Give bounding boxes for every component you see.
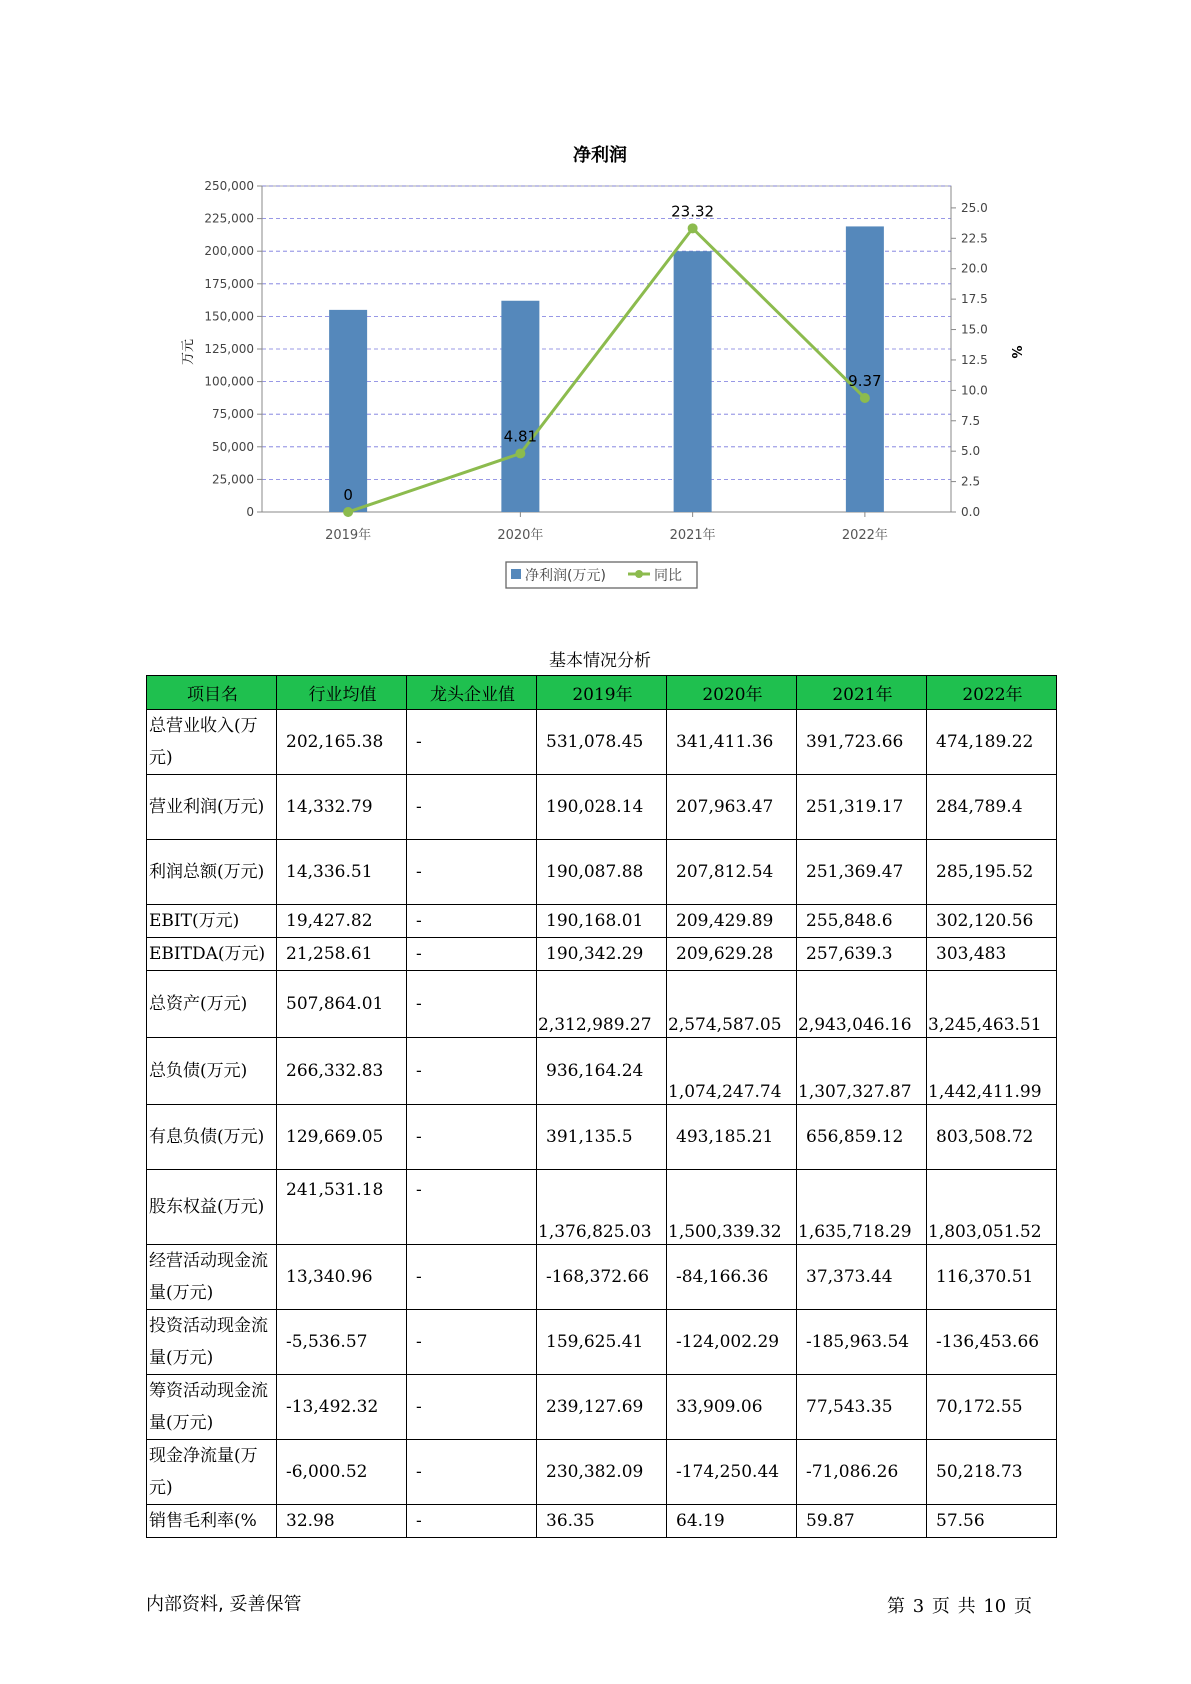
net-profit-chart	[0, 0, 1191, 620]
row-name: 现金净流量(万元)	[147, 1440, 277, 1505]
x-tick-label: 2020年	[497, 528, 544, 543]
x-tick-label: 2022年	[841, 528, 888, 543]
cell-industry-avg: -6,000.52	[277, 1440, 407, 1505]
cell-2019: 190,342.29	[537, 938, 667, 971]
cell-2022: 285,195.52	[927, 840, 1057, 905]
row-name: 筹资活动现金流量(万元)	[147, 1375, 277, 1440]
table-row	[147, 1038, 1057, 1105]
cell-2020: 209,629.28	[667, 938, 797, 971]
header-2022: 2022年	[927, 676, 1057, 710]
cell-2021: 59.87	[797, 1505, 927, 1538]
cell-2022: 284,789.4	[927, 775, 1057, 840]
row-name: EBITDA(万元)	[147, 938, 277, 971]
cell-2020: 1,074,247.74	[667, 1038, 797, 1105]
line-yoy	[348, 228, 865, 512]
table-row	[147, 1505, 1057, 1538]
data-label-yoy: 23.32	[671, 202, 715, 221]
cell-leader-value: -	[407, 1505, 537, 1538]
y-left-tick-label: 250,000	[204, 179, 254, 193]
cell-2021: 1,307,327.87	[797, 1038, 927, 1105]
cell-2020: 341,411.36	[667, 710, 797, 775]
y-right-tick-label: 5.0	[961, 444, 981, 459]
bar-net-profit	[846, 226, 884, 512]
cell-leader-value: -	[407, 775, 537, 840]
cell-2021: 1,635,718.29	[797, 1170, 927, 1245]
y-left-tick-label: 200,000	[204, 244, 254, 259]
y-left-tick-label: 175,000	[204, 276, 254, 291]
cell-2020: -84,166.36	[667, 1245, 797, 1310]
cell-2021: 77,543.35	[797, 1375, 927, 1440]
cell-industry-avg: 19,427.82	[277, 905, 407, 938]
cell-2019: 239,127.69	[537, 1375, 667, 1440]
legend-line-marker	[635, 570, 643, 578]
header-leader-value: 龙头企业值	[407, 676, 537, 710]
cell-2019: 2,312,989.27	[537, 971, 667, 1038]
cell-industry-avg: -5,536.57	[277, 1310, 407, 1375]
header-2019: 2019年	[537, 676, 667, 710]
row-name: 总资产(万元)	[147, 971, 277, 1038]
y-left-tick-label: 50,000	[212, 439, 254, 454]
table-header-row	[147, 676, 1057, 710]
cell-leader-value: -	[407, 938, 537, 971]
y-left-tick-label: 225,000	[204, 211, 254, 226]
row-name: 利润总额(万元)	[147, 840, 277, 905]
data-label-yoy: 9.37	[848, 372, 882, 391]
header-2021: 2021年	[797, 676, 927, 710]
cell-2020: 493,185.21	[667, 1105, 797, 1170]
bar-net-profit	[674, 251, 712, 512]
cell-2021: 255,848.6	[797, 905, 927, 938]
footer-page-number: 第 3 页 共 10 页	[887, 1596, 1032, 1617]
cell-2022: 57.56	[927, 1505, 1057, 1538]
y-right-tick-label: 7.5	[961, 413, 981, 428]
cell-2019: 391,135.5	[537, 1105, 667, 1170]
cell-2021: 257,639.3	[797, 938, 927, 971]
cell-2021: 391,723.66	[797, 710, 927, 775]
cell-leader-value: -	[407, 840, 537, 905]
cell-leader-value: -	[407, 1105, 537, 1170]
cell-industry-avg: 14,332.79	[277, 775, 407, 840]
row-name: 股东权益(万元)	[147, 1170, 277, 1245]
cell-leader-value: -	[407, 905, 537, 938]
cell-2020: -124,002.29	[667, 1310, 797, 1375]
cell-industry-avg: 14,336.51	[277, 840, 407, 905]
cell-2021: 2,943,046.16	[797, 971, 927, 1038]
cell-2022: 302,120.56	[927, 905, 1057, 938]
cell-2019: 190,028.14	[537, 775, 667, 840]
y-axis-right-label: %	[1008, 345, 1023, 359]
y-left-tick-label: 125,000	[204, 342, 254, 356]
cell-2020: 33,909.06	[667, 1375, 797, 1440]
cell-industry-avg: 32.98	[277, 1505, 407, 1538]
cell-2019: 36.35	[537, 1505, 667, 1538]
cell-2020: -174,250.44	[667, 1440, 797, 1505]
table-row	[147, 775, 1057, 840]
table-row	[147, 1245, 1057, 1310]
y-axis-left-label: 万元	[181, 338, 196, 366]
table-row	[147, 971, 1057, 1038]
y-right-tick-label: 22.5	[961, 231, 988, 246]
cell-2019: 230,382.09	[537, 1440, 667, 1505]
cell-2021: 251,319.17	[797, 775, 927, 840]
cell-2019: 1,376,825.03	[537, 1170, 667, 1245]
y-right-tick-label: 2.5	[961, 474, 981, 489]
cell-2022: 803,508.72	[927, 1105, 1057, 1170]
cell-2020: 64.19	[667, 1505, 797, 1538]
table-row	[147, 1105, 1057, 1170]
cell-2019: 936,164.24	[537, 1038, 667, 1105]
cell-2019: 531,078.45	[537, 710, 667, 775]
header-industry-avg: 行业均值	[277, 676, 407, 710]
cell-industry-avg: -13,492.32	[277, 1375, 407, 1440]
cell-industry-avg: 241,531.18	[277, 1170, 407, 1245]
cell-2019: 190,087.88	[537, 840, 667, 905]
table-row	[147, 938, 1057, 971]
table-row	[147, 1170, 1057, 1245]
y-left-tick-label: 75,000	[212, 407, 254, 422]
cell-2019: 190,168.01	[537, 905, 667, 938]
chart-title: 净利润	[573, 145, 627, 166]
cell-leader-value: -	[407, 1375, 537, 1440]
cell-leader-value: -	[407, 1245, 537, 1310]
basic-analysis-table	[146, 675, 1057, 1538]
y-right-tick-label: 17.5	[961, 292, 988, 307]
cell-leader-value: -	[407, 710, 537, 775]
cell-2022: 474,189.22	[927, 710, 1057, 775]
chart-legend	[506, 562, 697, 588]
cell-2020: 207,812.54	[667, 840, 797, 905]
y-left-tick-label: 150,000	[204, 309, 254, 324]
cell-2020: 1,500,339.32	[667, 1170, 797, 1245]
cell-industry-avg: 266,332.83	[277, 1038, 407, 1105]
y-right-tick-label: 15.0	[961, 322, 988, 337]
cell-industry-avg: 13,340.96	[277, 1245, 407, 1310]
point-yoy	[688, 223, 698, 233]
table-row	[147, 1375, 1057, 1440]
table-title: 基本情况分析	[549, 651, 651, 671]
cell-leader-value: -	[407, 1310, 537, 1375]
cell-2022: 70,172.55	[927, 1375, 1057, 1440]
point-yoy	[860, 393, 870, 403]
cell-industry-avg: 507,864.01	[277, 971, 407, 1038]
legend-bar-swatch	[511, 569, 521, 579]
y-right-tick-label: 0.0	[961, 505, 981, 519]
table-row	[147, 710, 1057, 775]
row-name: 总营业收入(万元)	[147, 710, 277, 775]
row-name: 销售毛利率(%	[147, 1505, 277, 1538]
cell-2022: 116,370.51	[927, 1245, 1057, 1310]
y-right-tick-label: 10.0	[961, 383, 988, 398]
cell-industry-avg: 21,258.61	[277, 938, 407, 971]
table-row	[147, 905, 1057, 938]
cell-2019: 159,625.41	[537, 1310, 667, 1375]
table-row	[147, 1440, 1057, 1505]
cell-2019: -168,372.66	[537, 1245, 667, 1310]
cell-2020: 207,963.47	[667, 775, 797, 840]
y-right-tick-label: 12.5	[961, 352, 988, 367]
cell-2022: 1,442,411.99	[927, 1038, 1057, 1105]
y-left-tick-label: 25,000	[212, 472, 254, 487]
legend-line-label: 同比	[654, 568, 682, 584]
y-right-tick-label: 25.0	[961, 200, 988, 215]
legend-bar-label: 净利润(万元)	[525, 568, 606, 584]
cell-industry-avg: 202,165.38	[277, 710, 407, 775]
cell-2021: 37,373.44	[797, 1245, 927, 1310]
cell-2022: 303,483	[927, 938, 1057, 971]
table-row	[147, 840, 1057, 905]
row-name: EBIT(万元)	[147, 905, 277, 938]
cell-leader-value: -	[407, 1170, 537, 1245]
point-yoy	[343, 507, 353, 517]
bar-net-profit	[329, 310, 367, 512]
y-right-tick-label: 20.0	[961, 261, 988, 276]
cell-2021: -185,963.54	[797, 1310, 927, 1375]
data-label-yoy: 4.81	[503, 427, 538, 446]
row-name: 总负债(万元)	[147, 1038, 277, 1105]
row-name: 投资活动现金流量(万元)	[147, 1310, 277, 1375]
header-item-name: 项目名	[147, 676, 277, 710]
cell-2022: 3,245,463.51	[927, 971, 1057, 1038]
cell-2021: -71,086.26	[797, 1440, 927, 1505]
cell-2020: 2,574,587.05	[667, 971, 797, 1038]
cell-2022: 50,218.73	[927, 1440, 1057, 1505]
point-yoy	[515, 448, 525, 458]
cell-2021: 251,369.47	[797, 840, 927, 905]
row-name: 有息负债(万元)	[147, 1105, 277, 1170]
footer-confidential-note: 内部资料, 妥善保管	[146, 1594, 302, 1615]
cell-2020: 209,429.89	[667, 905, 797, 938]
table-row	[147, 1310, 1057, 1375]
y-left-tick-label: 100,000	[204, 374, 254, 389]
y-left-tick-label: 0	[246, 505, 254, 519]
row-name: 经营活动现金流量(万元)	[147, 1245, 277, 1310]
cell-2022: 1,803,051.52	[927, 1170, 1057, 1245]
cell-leader-value: -	[407, 971, 537, 1038]
header-2020: 2020年	[667, 676, 797, 710]
cell-2021: 656,859.12	[797, 1105, 927, 1170]
x-tick-label: 2019年	[325, 528, 372, 543]
cell-leader-value: -	[407, 1440, 537, 1505]
x-tick-label: 2021年	[669, 528, 716, 543]
row-name: 营业利润(万元)	[147, 775, 277, 840]
cell-leader-value: -	[407, 1038, 537, 1105]
bar-net-profit	[501, 301, 539, 512]
cell-2022: -136,453.66	[927, 1310, 1057, 1375]
data-label-yoy: 0	[343, 486, 353, 504]
cell-industry-avg: 129,669.05	[277, 1105, 407, 1170]
